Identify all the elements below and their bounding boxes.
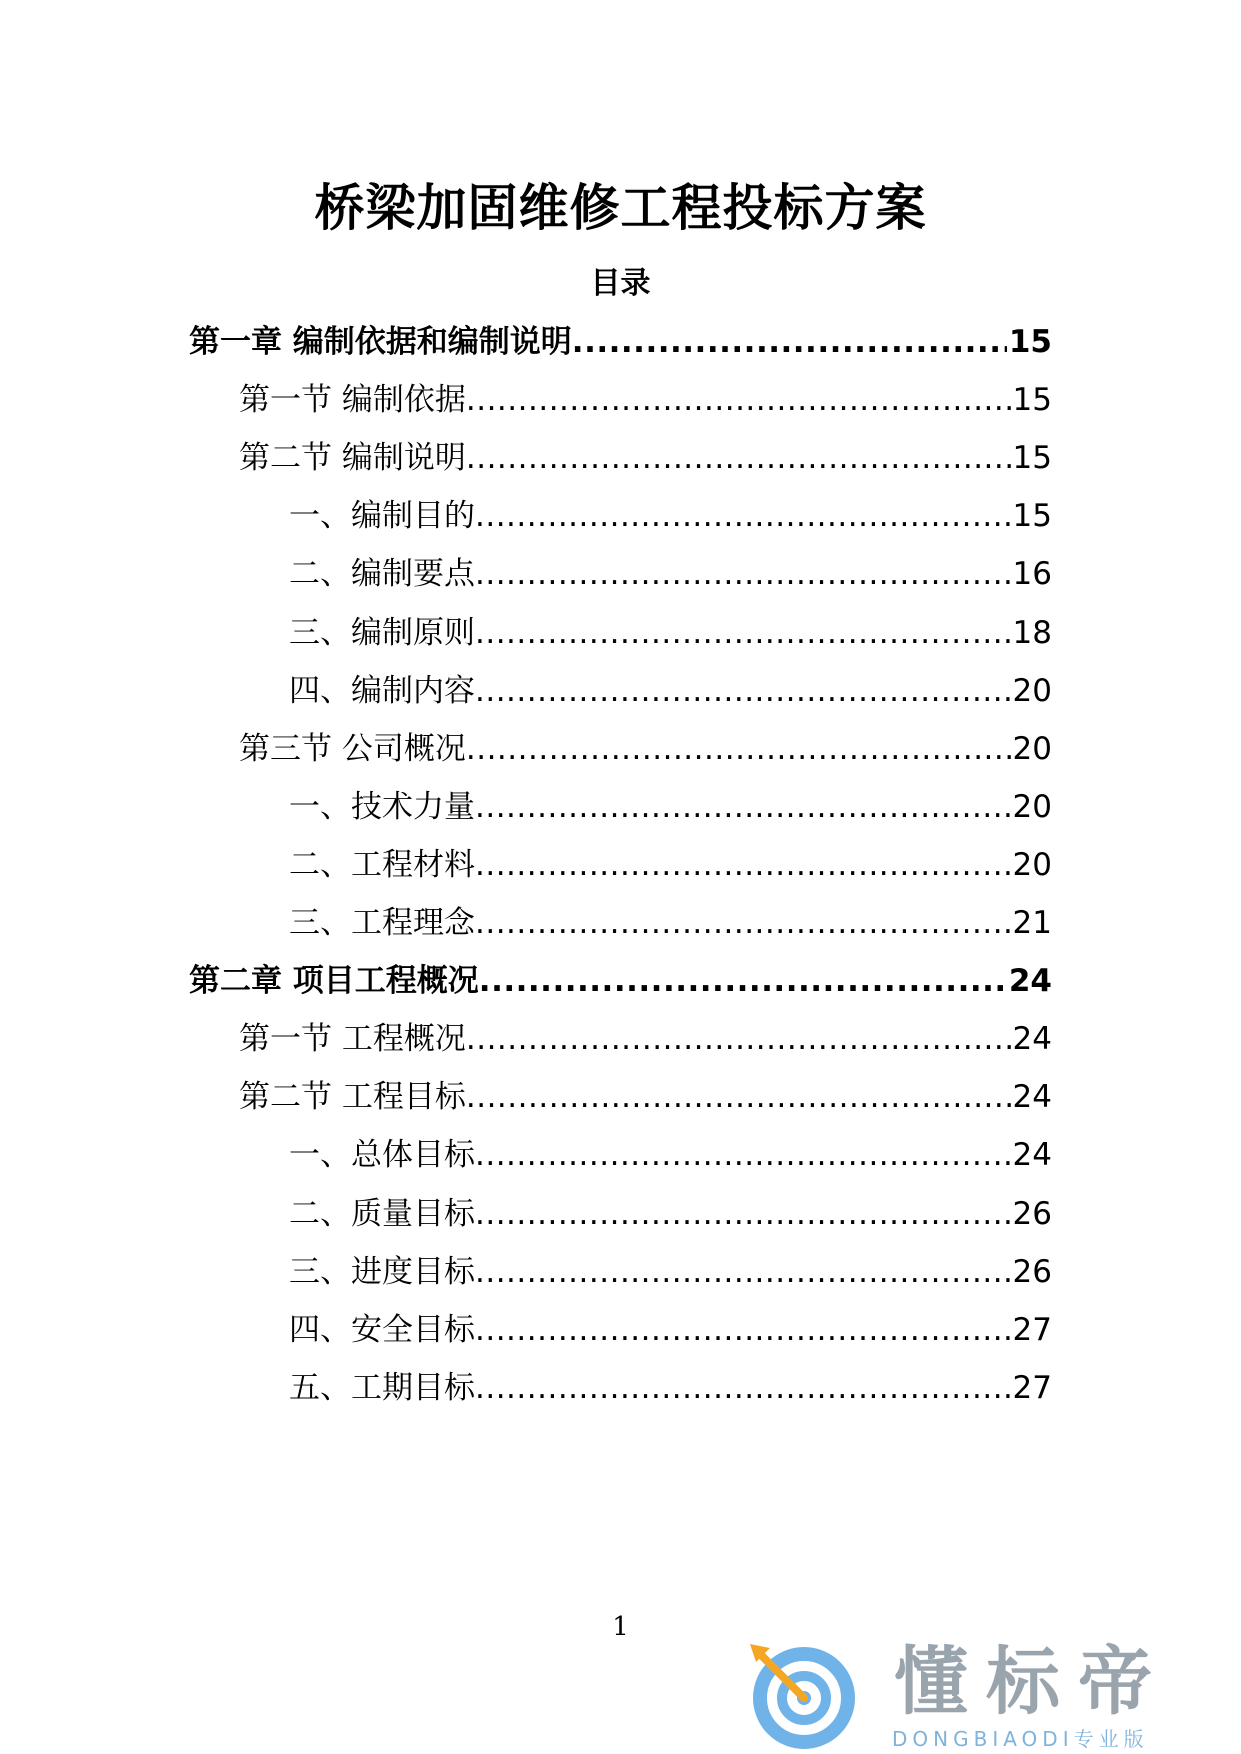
toc-leader-dots bbox=[475, 1194, 1011, 1234]
toc-entry[interactable] bbox=[189, 961, 1052, 1001]
toc-entry-page: 24 bbox=[1012, 1021, 1052, 1058]
toc-entry-page: 21 bbox=[1012, 905, 1052, 941]
toc-entry-page: 27 bbox=[1012, 1311, 1052, 1348]
toc-entry-page: 16 bbox=[1012, 556, 1052, 593]
toc-entry-label: 二、工程材料 bbox=[289, 846, 475, 883]
toc-entry[interactable] bbox=[289, 845, 1052, 885]
document-title: 桥梁加固维修工程投标方案 bbox=[314, 179, 927, 237]
toc-entry-label: 二、编制要点 bbox=[289, 556, 475, 593]
toc-leader-dots bbox=[475, 1368, 1011, 1408]
toc-entry-page: 27 bbox=[1012, 1369, 1052, 1406]
toc-leader-dots bbox=[475, 671, 1011, 711]
toc-leader-dots bbox=[572, 322, 1007, 362]
toc-entry-label: 第二节 工程目标 bbox=[239, 1079, 466, 1116]
toc-entry-label: 第一节 编制依据 bbox=[239, 382, 466, 419]
toc-entry-page: 24 bbox=[1012, 1137, 1052, 1174]
watermark bbox=[744, 1634, 1234, 1752]
toc-entry[interactable] bbox=[289, 1252, 1052, 1292]
toc-entry[interactable] bbox=[289, 671, 1052, 711]
toc-entry-page: 26 bbox=[1012, 1195, 1052, 1232]
toc-leader-dots bbox=[466, 438, 1011, 478]
toc-leader-dots bbox=[475, 903, 1011, 943]
toc-entry-label: 三、编制原则 bbox=[289, 614, 475, 651]
toc-leader-dots bbox=[466, 1019, 1011, 1059]
toc-entry-page: 24 bbox=[1008, 963, 1052, 1000]
toc-entry-label: 二、质量目标 bbox=[289, 1195, 475, 1232]
toc-leader-dots bbox=[475, 1310, 1011, 1350]
toc-entry[interactable] bbox=[239, 380, 1052, 420]
toc-heading: 目录 bbox=[590, 266, 651, 301]
toc-entry[interactable] bbox=[239, 438, 1052, 478]
toc-entry-page: 15 bbox=[1012, 440, 1052, 477]
toc-leader-dots bbox=[466, 729, 1011, 769]
toc-leader-dots bbox=[475, 787, 1011, 827]
toc-leader-dots bbox=[466, 380, 1011, 420]
toc-entry[interactable] bbox=[289, 496, 1052, 536]
toc-entry-label: 五、工期目标 bbox=[289, 1369, 475, 1406]
toc-leader-dots bbox=[466, 1077, 1011, 1117]
toc-entry-label: 四、安全目标 bbox=[289, 1311, 475, 1348]
toc-entry-label: 三、工程理念 bbox=[289, 905, 475, 941]
toc-entry-page: 20 bbox=[1012, 788, 1052, 825]
toc-entry[interactable] bbox=[289, 1310, 1052, 1350]
toc-leader-dots bbox=[475, 496, 1011, 536]
toc-entry-page: 15 bbox=[1008, 324, 1052, 360]
toc-entry[interactable] bbox=[289, 903, 1052, 943]
toc-entry-label: 一、总体目标 bbox=[289, 1137, 475, 1174]
toc-entry-page: 15 bbox=[1012, 382, 1052, 419]
toc-entry-page: 20 bbox=[1012, 730, 1052, 767]
toc-entry-page: 24 bbox=[1012, 1079, 1052, 1116]
toc-leader-dots bbox=[475, 1135, 1011, 1175]
toc-entry[interactable] bbox=[239, 1077, 1052, 1117]
toc-entry[interactable] bbox=[289, 787, 1052, 827]
toc-leader-dots bbox=[475, 1252, 1011, 1292]
toc-leader-dots bbox=[475, 554, 1011, 594]
page-number: 1 bbox=[612, 1612, 629, 1642]
toc-entry[interactable] bbox=[289, 554, 1052, 594]
toc-entry-page: 15 bbox=[1012, 498, 1052, 535]
target-arrow-icon bbox=[744, 1634, 864, 1752]
toc-entry-label: 第二章 项目工程概况 bbox=[189, 963, 479, 1000]
toc-entry-label: 一、编制目的 bbox=[289, 498, 475, 535]
toc-entry-page: 20 bbox=[1012, 846, 1052, 883]
toc-entry-page: 26 bbox=[1012, 1253, 1052, 1290]
toc-entry[interactable] bbox=[239, 729, 1052, 769]
watermark-subtitle: DONGBIAODI专业版 bbox=[892, 1727, 1149, 1751]
toc-entry[interactable] bbox=[289, 613, 1052, 653]
toc-leader-dots bbox=[475, 845, 1011, 885]
toc-entry-label: 第二节 编制说明 bbox=[239, 440, 466, 477]
toc-entry[interactable] bbox=[289, 1135, 1052, 1175]
toc-entry[interactable] bbox=[289, 1194, 1052, 1234]
watermark-brand: 懂标帝 bbox=[894, 1639, 1170, 1725]
toc-entry[interactable] bbox=[189, 322, 1052, 362]
toc-entry[interactable] bbox=[239, 1019, 1052, 1059]
toc-entry-label: 第三节 公司概况 bbox=[239, 730, 466, 767]
toc-entry-label: 第一章 编制依据和编制说明 bbox=[189, 324, 572, 360]
toc-leader-dots bbox=[479, 961, 1007, 1001]
toc-entry-page: 20 bbox=[1012, 672, 1052, 709]
toc-entry-label: 第一节 工程概况 bbox=[239, 1021, 466, 1058]
toc-entry-page: 18 bbox=[1012, 614, 1052, 651]
toc-entry[interactable] bbox=[289, 1368, 1052, 1408]
toc-entry-label: 一、技术力量 bbox=[289, 788, 475, 825]
toc-leader-dots bbox=[475, 613, 1011, 653]
toc-entry-label: 三、进度目标 bbox=[289, 1253, 475, 1290]
toc-entry-label: 四、编制内容 bbox=[289, 672, 475, 709]
